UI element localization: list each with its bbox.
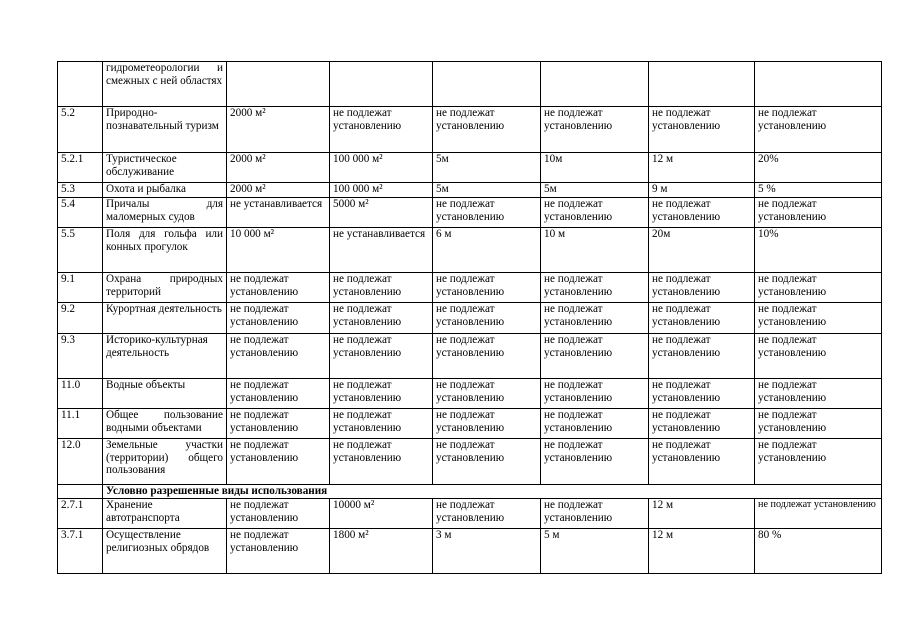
row-usage-name: гидрометеорологии и смежных с ней областях <box>103 62 227 107</box>
table-cell: не подлежат установлению <box>541 439 649 485</box>
table-cell: не подлежат установлению <box>755 409 882 439</box>
row-usage-name: Поля для гольфа или конных прогулок <box>103 228 227 273</box>
table-cell: 100 000 м² <box>330 153 433 183</box>
table-cell: не подлежат установлению <box>227 303 330 334</box>
row-usage-name: Охота и рыбалка <box>103 183 227 198</box>
table-cell: 10000 м² <box>330 499 433 529</box>
row-code: 3.7.1 <box>58 529 103 574</box>
table-row <box>58 499 882 529</box>
table-cell: 5 % <box>755 183 882 198</box>
table-cell: 12 м <box>649 153 755 183</box>
table-row <box>58 303 882 334</box>
table-row <box>58 273 882 303</box>
zoning-parameters-table <box>57 61 882 574</box>
table-cell <box>541 62 649 107</box>
table-cell: не подлежат установлению <box>541 409 649 439</box>
row-code: 11.0 <box>58 379 103 409</box>
table-cell: не подлежат установлению <box>755 499 882 529</box>
table-row <box>58 183 882 198</box>
table-cell: не подлежат установлению <box>541 303 649 334</box>
table-cell: 12 м <box>649 499 755 529</box>
table-cell: 1800 м² <box>330 529 433 574</box>
table-cell: не подлежат установлению <box>227 334 330 379</box>
table-cell: 9 м <box>649 183 755 198</box>
table-cell: 3 м <box>433 529 541 574</box>
table-cell: не подлежат установлению <box>649 273 755 303</box>
table-cell: не подлежат установлению <box>541 379 649 409</box>
table-cell: не подлежат установлению <box>330 439 433 485</box>
table-cell: не подлежат установлению <box>330 303 433 334</box>
table-cell: 10 м <box>541 228 649 273</box>
table-cell: не подлежат установлению <box>541 334 649 379</box>
table-cell: не подлежат установлению <box>433 439 541 485</box>
table-cell: не подлежат установлению <box>433 499 541 529</box>
table-cell: не подлежат установлению <box>649 409 755 439</box>
table-cell: не подлежат установлению <box>649 334 755 379</box>
table-cell: не подлежат установлению <box>755 107 882 153</box>
section-title: Условно разрешенные виды использования <box>103 485 882 499</box>
table-cell: не подлежат установлению <box>755 303 882 334</box>
table-cell: 5м <box>433 153 541 183</box>
table-cell: 10м <box>541 153 649 183</box>
table-cell: 2000 м² <box>227 153 330 183</box>
row-code: 5.2.1 <box>58 153 103 183</box>
row-code: 9.1 <box>58 273 103 303</box>
row-code: 9.2 <box>58 303 103 334</box>
row-usage-name: Общее пользование водными объектами <box>103 409 227 439</box>
table-cell: не подлежат установлению <box>227 529 330 574</box>
table-cell: не устанавливается <box>227 198 330 228</box>
table-cell: не подлежат установлению <box>227 439 330 485</box>
section-header-row <box>58 485 882 499</box>
table-cell: не подлежат установлению <box>330 334 433 379</box>
table-row <box>58 379 882 409</box>
table-cell <box>755 62 882 107</box>
table-cell: 2000 м² <box>227 107 330 153</box>
row-code <box>58 62 103 107</box>
table-cell: не подлежат установлению <box>227 499 330 529</box>
table-cell: 10 000 м² <box>227 228 330 273</box>
table-cell: не подлежат установлению <box>649 107 755 153</box>
table-cell: не подлежат установлению <box>330 409 433 439</box>
row-usage-name: Курортная деятельность <box>103 303 227 334</box>
table-cell: 20м <box>649 228 755 273</box>
table-row <box>58 529 882 574</box>
table-cell: не подлежат установлению <box>433 273 541 303</box>
table-cell <box>227 62 330 107</box>
row-code: 5.5 <box>58 228 103 273</box>
table-cell: не подлежат установлению <box>433 107 541 153</box>
table-row <box>58 439 882 485</box>
table-row <box>58 153 882 183</box>
table-cell: не подлежат установлению <box>330 379 433 409</box>
table-cell: не подлежат установлению <box>755 198 882 228</box>
table-cell: не устанавливается <box>330 228 433 273</box>
table-cell <box>433 62 541 107</box>
row-usage-name: Земельные участки (территории) общего пользования <box>103 439 227 485</box>
table-cell: не подлежат установлению <box>755 379 882 409</box>
table-cell: не подлежат установлению <box>649 379 755 409</box>
row-code: 5.4 <box>58 198 103 228</box>
row-usage-name: Охрана природных территорий <box>103 273 227 303</box>
table-cell: не подлежат установлению <box>433 379 541 409</box>
row-usage-name: Туристическое обслуживание <box>103 153 227 183</box>
table-row <box>58 107 882 153</box>
table-cell: 6 м <box>433 228 541 273</box>
table-cell: не подлежат установлению <box>227 379 330 409</box>
row-code: 11.1 <box>58 409 103 439</box>
table-cell: 100 000 м² <box>330 183 433 198</box>
table-row <box>58 62 882 107</box>
table-cell: не подлежат установлению <box>541 107 649 153</box>
table-cell: не подлежат установлению <box>433 409 541 439</box>
table-row <box>58 334 882 379</box>
table-cell: 2000 м² <box>227 183 330 198</box>
table-cell: 5 м <box>541 529 649 574</box>
table-cell: не подлежат установлению <box>227 409 330 439</box>
table-cell: 5м <box>433 183 541 198</box>
row-usage-name: Осуществление религиозных обрядов <box>103 529 227 574</box>
table-row <box>58 198 882 228</box>
row-code: 9.3 <box>58 334 103 379</box>
row-code: 12.0 <box>58 439 103 485</box>
table-row <box>58 228 882 273</box>
table-cell: не подлежат установлению <box>433 303 541 334</box>
table-cell: не подлежат установлению <box>541 198 649 228</box>
row-usage-name: Причалы для маломерных судов <box>103 198 227 228</box>
table-cell: не подлежат установлению <box>330 107 433 153</box>
table-cell: не подлежат установлению <box>541 499 649 529</box>
row-code: 5.3 <box>58 183 103 198</box>
row-usage-name: Хранение автотранспорта <box>103 499 227 529</box>
table-cell <box>649 62 755 107</box>
table-cell: не подлежат установлению <box>541 273 649 303</box>
table-cell: 80 % <box>755 529 882 574</box>
table-cell: 12 м <box>649 529 755 574</box>
table-cell: не подлежат установлению <box>649 439 755 485</box>
table-cell: не подлежат установлению <box>433 198 541 228</box>
table-cell: 5000 м² <box>330 198 433 228</box>
row-usage-name: Историко-культурная деятельность <box>103 334 227 379</box>
row-code: 5.2 <box>58 107 103 153</box>
table-cell: 5м <box>541 183 649 198</box>
table-cell: не подлежат установлению <box>330 273 433 303</box>
row-code: 2.7.1 <box>58 499 103 529</box>
table-cell: 20% <box>755 153 882 183</box>
table-cell: не подлежат установлению <box>649 303 755 334</box>
table-cell: не подлежат установлению <box>433 334 541 379</box>
table-cell: не подлежат установлению <box>227 273 330 303</box>
table-row <box>58 409 882 439</box>
row-usage-name: Водные объекты <box>103 379 227 409</box>
row-usage-name: Природно-познавательный туризм <box>103 107 227 153</box>
table-cell: не подлежат установлению <box>755 273 882 303</box>
section-empty-cell <box>58 485 103 499</box>
table-cell <box>330 62 433 107</box>
table-cell: 10% <box>755 228 882 273</box>
table-cell: не подлежат установлению <box>649 198 755 228</box>
table-cell: не подлежат установлению <box>755 439 882 485</box>
table-cell: не подлежат установлению <box>755 334 882 379</box>
